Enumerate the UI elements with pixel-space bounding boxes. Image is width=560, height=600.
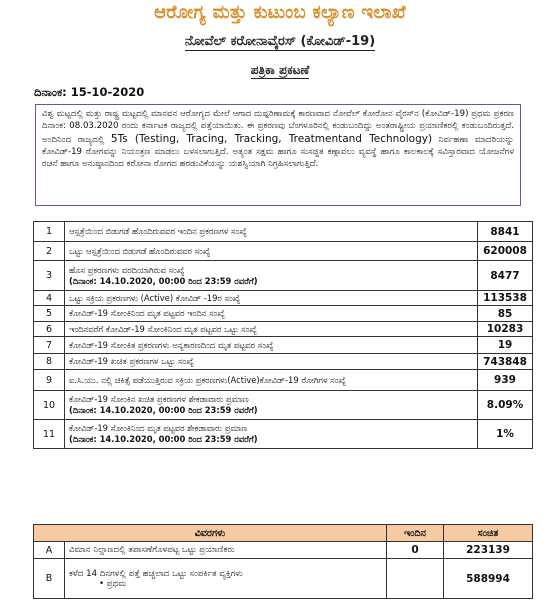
stats-desc-text: ಕೋವಿಡ್-19 ಸೋಂಕಿತ ಪ್ರಕರಣಗಳು ಅನ್ಯಕಾರಣದಿಂದ ಮೃತ ಪಟ್ಟವರ ಸಂಖ್ಯೆ [69, 339, 274, 350]
stats-row-number: 10 [34, 391, 65, 420]
stats-row-number: 4 [34, 291, 65, 306]
stats-row [34, 222, 533, 242]
stats-row [34, 322, 533, 337]
stats-row-value: 19 [478, 337, 533, 354]
header-cumulative: ಸಂಚಿತ [444, 525, 533, 542]
stats-desc-text: ಒಟ್ಟು ಸಕ್ರಿಯ ಪ್ರಕರಣಗಳು (Active) ಕೋವಿಡ್ -19ರ ಸಂಖ್ಯೆ [69, 292, 241, 303]
stats-row-value: 8477 [478, 261, 533, 291]
stats-row [34, 242, 533, 261]
intro-part-2: 5Ts (Testing, Tracing, Tracking, Treatmentand Technology) [110, 132, 433, 145]
row-description: ವಿಮಾನ ನಿಲ್ದಾಣದಲ್ಲಿ ತಪಾಸಣೆಗೊಳಪಟ್ಟ ಒಟ್ಟು ಪ್ರಯಾಣಿಕರು [65, 542, 387, 559]
stats-desc-date-range: (ದಿನಾಂಕ: 14.10.2020, 00:00 ರಿಂದ 23:59 ರವರೆಗೆ) [69, 275, 258, 286]
stats-row-value: 743848 [478, 354, 533, 370]
stats-row [34, 370, 533, 391]
stats-row-value: 10283 [478, 322, 533, 337]
stats-row [34, 261, 533, 291]
intro-part-1: ವಿಶ್ವ ಮಟ್ಟದಲ್ಲಿ ಮತ್ತು ರಾಷ್ಟ್ರ ಮಟ್ಟದಲ್ಲಿ ಮಾನವನ ಆರೋಗ್ಯದ ಮೇಲೆ ಆಗಾದ ದುಷ್ಪರಿಣಾಮಕ್ಕೆ ಕಾರಣವಾದ ನೋವೆಲ್ ಕೋರೋನ ವೈರಸ್‌ನ (ಕೋವಿಡ್-19) ಪ್ರಥಮ ಪ್ರಕರಣ ದಿನಾಂಕ: 08.03.2020 ರಂದು ಕರ್ನಾಟಕ ರಾಜ್ಯದಲ್ಲಿ ಪತ್ತೆಯಾಯಿತು. ಈ ಪ್ರಕರಣವು ಬೆಂಗಳೂರಿನಲ್ಲಿ ಕಂಡುಬಂದಿದ್ದು ಅಂತರಾಷ್ಟ್ರೀಯ ಪ್ರಯಾಣಿಕರಲ್ಲಿ ಕಂಡುಬಂದಿರುತ್ತದೆ. ಅಂದಿನಿಂದ ರಾಜ್ಯದಲ್ಲಿ [42, 109, 514, 145]
table2-row [34, 542, 533, 559]
stats-row-value: 113538 [478, 291, 533, 306]
travel-contacts-table [33, 524, 533, 599]
table2-header-row [34, 525, 533, 542]
header-details: ವಿವರಗಳು [34, 525, 387, 542]
stats-row-description [65, 242, 478, 261]
intro-paragraph [35, 104, 521, 206]
subtitle [0, 34, 560, 49]
stats-row [34, 306, 533, 322]
stats-desc-date-range: (ದಿನಾಂಕ: 14.10.2020, 00:00 ರಿಂದ 23:59 ರವರೆಗೆ) [69, 405, 258, 415]
stats-desc-text: ಕೋವಿಡ್-19 ಖಚಿತ ಪ್ರಕರಣಗಳ ಒಟ್ಟು ಸಂಖ್ಯೆ [69, 356, 194, 366]
stats-row-number: 9 [34, 370, 65, 391]
stats-desc-text: ಇಂದಿನವರೆಗೆ ಕೋವಿಡ್-19 ಸೋಂಕಿನಿಂದ ಮೃತ ಪಟ್ಟವರ ಒಟ್ಟು ಸಂಖ್ಯೆ [69, 323, 257, 334]
stats-row-number: 2 [34, 242, 65, 261]
stats-row-description [65, 306, 478, 322]
row-bullet-primary: • ಪ್ರಥಮ [99, 578, 127, 589]
row-letter: A [34, 542, 65, 559]
stats-desc-text: ಕೋವಿಡ್-19 ಸೋಂಕಿನಿಂದ ಮೃತ ಪಟ್ಟವರ ಶೇಕಡಾವಾರು ಪ್ರಮಾಣ [69, 423, 248, 433]
stats-row-description [65, 222, 478, 242]
stats-row [34, 354, 533, 370]
press-release-heading [0, 63, 560, 78]
stats-row [34, 291, 533, 306]
stats-row-description [65, 354, 478, 370]
stats-desc-text: ಐ.ಸಿ.ಯು. ನಲ್ಲಿ ಚಿಕಿತ್ಸೆ ಪಡೆಯುತ್ತಿರುವ ಸಕ್ರಿಯ ಪ್ರಕರಣಗಳು(Active)ಕೋವಿಡ್-19 ರೋಗಿಗಳ ಸಂಖ್ಯೆ [69, 374, 346, 385]
stats-row-description [65, 391, 478, 420]
stats-row-description [65, 261, 478, 291]
stats-row-value: 8.09% [478, 391, 533, 420]
stats-row [34, 391, 533, 420]
stats-row-number: 5 [34, 306, 65, 322]
stats-row-number: 7 [34, 337, 65, 354]
stats-row-value: 939 [478, 370, 533, 391]
stats-row-number: 11 [34, 420, 65, 449]
intro-part-3: ನಿರ್ವಹಣಾ ಮಾದರಿಯನ್ನು ಕೋವಿಡ್-19 ರೋಗವನ್ನು ನಿಯಂತ್ರಣ ಮಾಡಲು ಬಳಸಲಾಗುತ್ತಿದೆ. ಅತ್ಯಂತ ಸಕ್ಷಮ ಹಾಗೂ ಸುಸಜ್ಜಿತ ಕಣ್ಗಾವಲು ವ್ಯವಸ್ಥೆ ಹಾಗೂ ಕಾಲಕಾಲಕ್ಕೆ ಸವಿಸ್ತಾರವಾದ ಯೋಜನೆಗಳ ರಚನೆ ಹಾಗೂ ಅನುಷ್ಠಾನದಿಂದ ಕರೋನಾ ರೋಗದ ಹರಡುವಿಕೆಯನ್ನು ಯಶಸ್ವಿಯಾಗಿ ನಿಗ್ರಹಿಸಲಾಗುತ್ತಿದೆ. [42, 134, 515, 170]
stats-desc-text: ಒಟ್ಟು ಆಸ್ಪತ್ರೆಯಿಂದ ಬಿಡುಗಡೆ ಹೊಂದಿರುವವರ ಸಂಖ್ಯೆ [69, 245, 211, 256]
row-today-value: 0 [387, 542, 444, 559]
stats-row-value: 620008 [478, 242, 533, 261]
release-date: ದಿನಾಂಕ: 15-10-2020 [34, 85, 145, 99]
stats-row [34, 337, 533, 354]
stats-row-number: 8 [34, 354, 65, 370]
row-letter: B [34, 559, 65, 599]
stats-row-number: 6 [34, 322, 65, 337]
row-description [65, 559, 387, 599]
stats-row-description [65, 322, 478, 337]
stats-desc-text: ಕೋವಿಡ್-19 ಸೋಂಕಿನ ಖಚಿತ ಪ್ರಕರಣಗಳ ಶೇಕಡಾವಾರು ಪ್ರಮಾಣ [69, 394, 249, 404]
row-cumulative-value: 588994 [444, 559, 533, 599]
stats-row-value: 85 [478, 306, 533, 322]
stats-row-number: 1 [34, 222, 65, 242]
stats-desc-text: ಹೊಸ ಪ್ರಕರಣಗಳು ವರದಿಯಾಗಿರುವ ಸಂಖ್ಯೆ [69, 264, 185, 275]
stats-row-description [65, 291, 478, 306]
stats-row-value: 1% [478, 420, 533, 449]
row-description-text: ಕಳೆದ 14 ದಿನಗಳಲ್ಲಿ ಪತ್ತೆ ಹಚ್ಚಲಾದ ಒಟ್ಟು ಸಂಪರ್ಕಿತ ವ್ಯಕ್ತಿಗಳು [69, 568, 243, 579]
header-today: ಇಂದಿನ [387, 525, 444, 542]
row-cumulative-value: 223139 [444, 542, 533, 559]
covid-stats-table [33, 221, 533, 449]
table2-row [34, 559, 533, 599]
stats-row-number: 3 [34, 261, 65, 291]
stats-row-description [65, 337, 478, 354]
stats-desc-text: ಕೋವಿಡ್-19 ಸೋಂಕಿನಿಂದ ಮೃತ ಪಟ್ಟವರ ಇಂದಿನ ಸಂಖ್ಯೆ [69, 308, 225, 318]
row-today-value [387, 559, 444, 599]
stats-desc-text: ಆಸ್ಪತ್ರೆಯಿಂದ ಬಿಡುಗಡೆ ಹೊಂದಿರುವವರ ಇಂದಿನ ಪ್ರಕರಣಗಳ ಸಂಖ್ಯೆ [69, 226, 247, 236]
press-release-text: ಪತ್ರಿಕಾ ಪ್ರಕಟಣೆ [250, 63, 310, 77]
department-title: ಆರೋಗ್ಯ ಮತ್ತು ಕುಟುಂಬ ಕಲ್ಯಾಣ ಇಲಾಖೆ [154, 2, 406, 23]
stats-desc-date-range: (ದಿನಾಂಕ: 14.10.2020, 00:00 ರಿಂದ 23:59 ರವರೆಗೆ) [69, 434, 258, 444]
stats-row-description [65, 370, 478, 391]
stats-row-value: 8841 [478, 222, 533, 242]
stats-row [34, 420, 533, 449]
stats-row-description [65, 420, 478, 449]
subtitle-text: ನೋವೆಲ್ ಕರೋನಾವೈರಸ್ (ಕೋವಿಡ್-19) [184, 34, 376, 49]
